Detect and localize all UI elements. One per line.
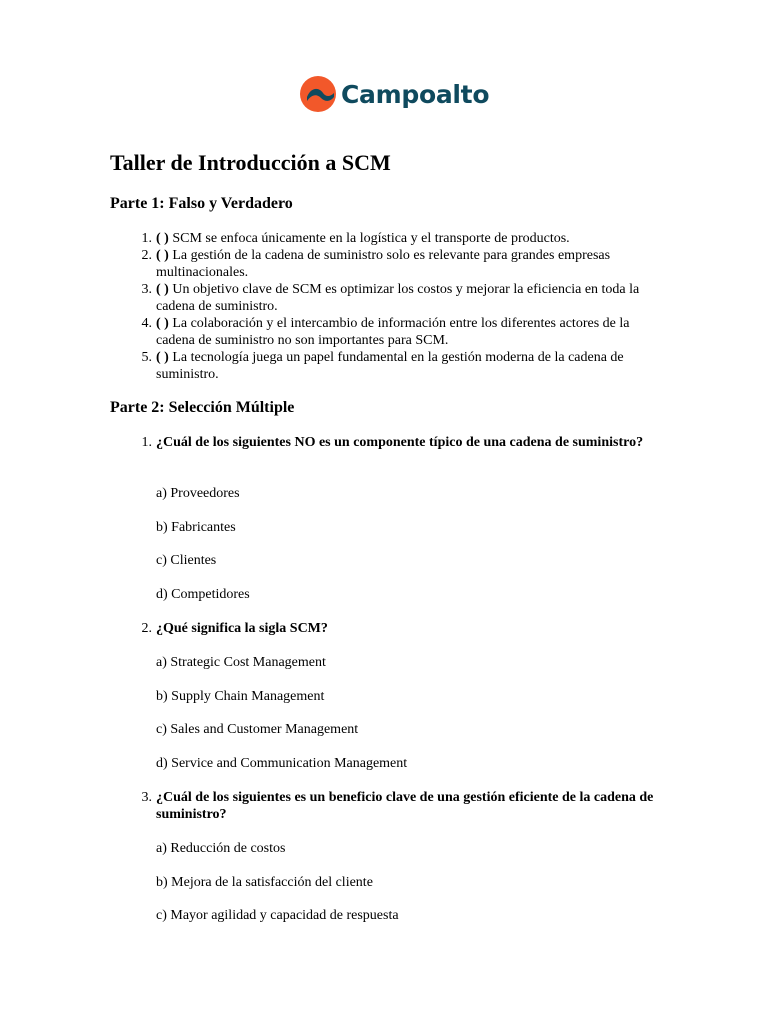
part1-heading: Parte 1: Falso y Verdadero — [110, 195, 293, 212]
question-text: ¿Qué significa la sigla SCM? — [156, 621, 328, 636]
campoalto-logo — [299, 75, 489, 113]
list-item — [110, 315, 670, 349]
answer-option: b) Mejora de la satisfacción del cliente — [156, 875, 373, 890]
true-false-list — [110, 230, 670, 383]
item-number: 3. — [141, 282, 152, 297]
page-title: Taller de Introducción a SCM — [110, 150, 391, 175]
item-text: La tecnología juega un papel fundamental en la gestión moderna de la cadena de suministro. — [156, 350, 624, 382]
question-number: 2. — [141, 621, 152, 636]
question-number: 3. — [141, 790, 152, 805]
question — [110, 434, 670, 451]
answer-option: c) Clientes — [156, 553, 217, 568]
answer-option: c) Sales and Customer Management — [156, 722, 359, 737]
question-text: ¿Cuál de los siguientes NO es un componente típico de una cadena de suministro? — [156, 435, 644, 450]
answer-option: a) Strategic Cost Management — [156, 655, 326, 670]
item-number: 4. — [141, 316, 152, 331]
answer-option: b) Supply Chain Management — [156, 689, 325, 704]
question — [110, 620, 670, 637]
item-text: SCM se enfoca únicamente en la logística y el transporte de productos. — [168, 231, 570, 246]
campoalto-logo-icon — [299, 75, 337, 113]
item-number: 2. — [141, 248, 152, 263]
answer-blank: ( ) — [156, 350, 169, 365]
answer-option: a) Proveedores — [156, 486, 240, 501]
answer-blank: ( ) — [156, 282, 169, 297]
part2-heading: Parte 2: Selección Múltiple — [110, 399, 295, 416]
question-number: 1. — [141, 435, 152, 450]
answer-option: a) Reducción de costos — [156, 841, 286, 856]
list-item — [110, 230, 670, 247]
answer-blank: ( ) — [156, 316, 169, 331]
list-item — [110, 349, 670, 383]
logo-wordmark: Campoalto — [341, 79, 490, 109]
list-item — [110, 281, 670, 315]
item-text: La colaboración y el intercambio de información entre los diferentes actores de la cadena de suministro no son importantes para SCM. — [156, 316, 630, 348]
item-number: 1. — [141, 231, 152, 246]
list-item — [110, 247, 670, 281]
question-text: ¿Cuál de los siguientes es un beneficio clave de una gestión eficiente de la cadena de suministro? — [156, 790, 654, 822]
answer-option: b) Fabricantes — [156, 520, 236, 535]
answer-option: d) Service and Communication Management — [156, 756, 408, 771]
answer-option: d) Competidores — [156, 587, 250, 602]
question — [110, 789, 670, 823]
answer-blank: ( ) — [156, 231, 169, 246]
item-text: Un objetivo clave de SCM es optimizar los costos y mejorar la eficiencia en toda la cadena de suministro. — [156, 282, 640, 314]
item-number: 5. — [141, 350, 152, 365]
answer-blank: ( ) — [156, 248, 169, 263]
item-text: La gestión de la cadena de suministro solo es relevante para grandes empresas multinacionales. — [156, 248, 611, 280]
answer-option: c) Mayor agilidad y capacidad de respuesta — [156, 908, 399, 923]
